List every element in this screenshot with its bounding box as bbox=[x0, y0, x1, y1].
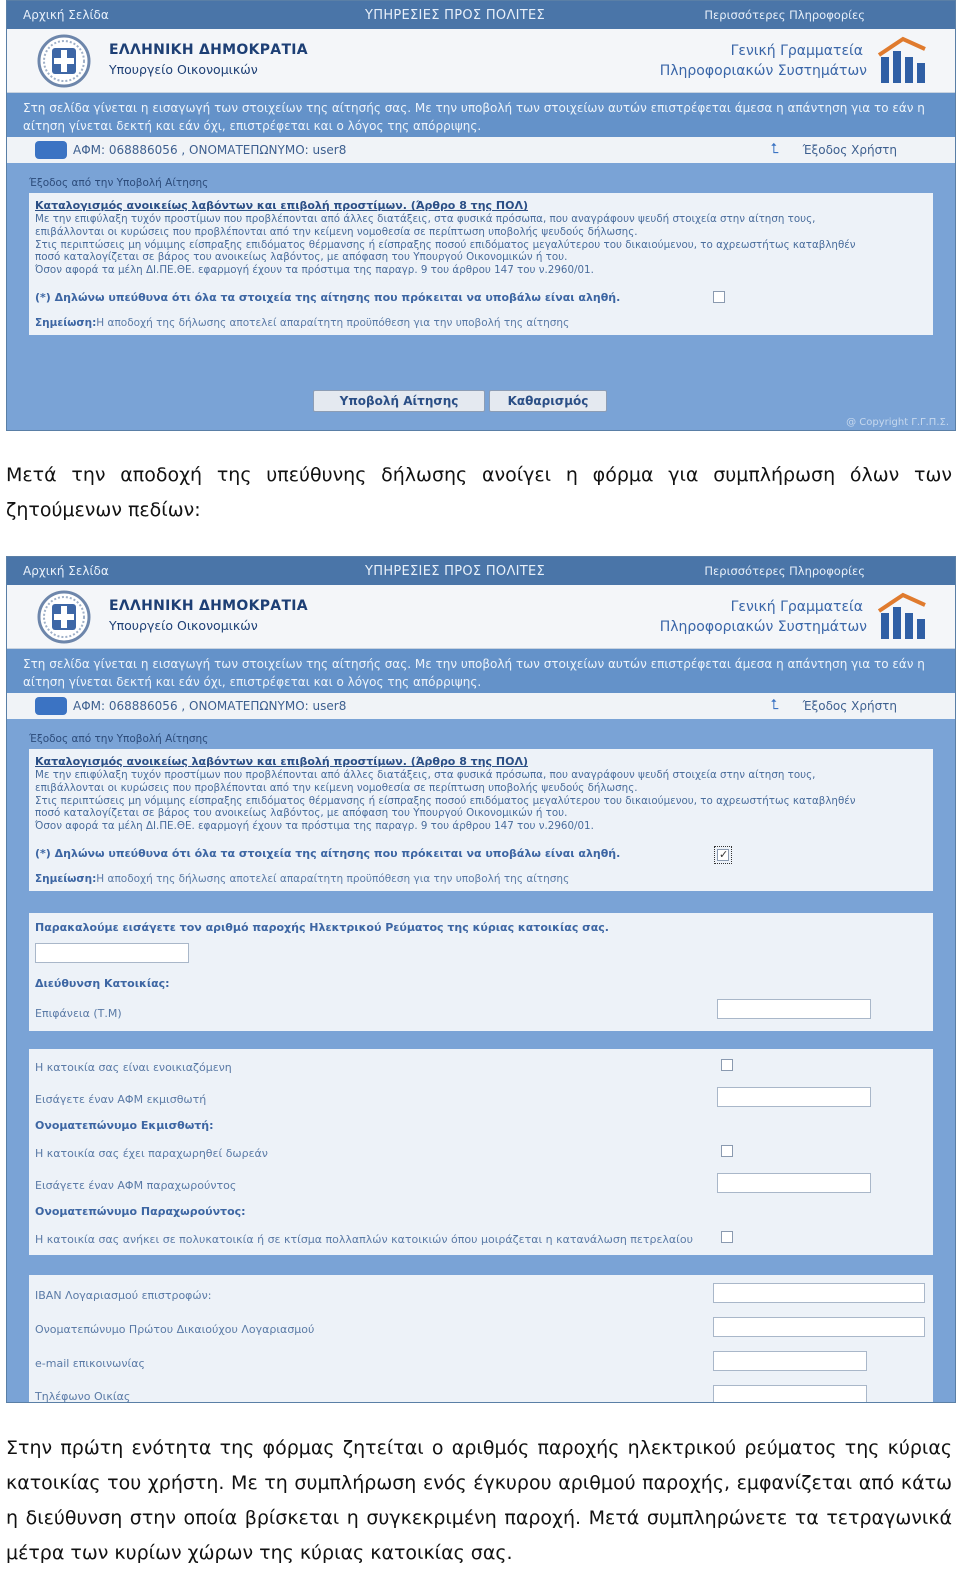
services-title: ΥΠΗΡΕΣΙΕΣ ΠΡΟΣ ΠΟΛΙΤΕΣ bbox=[365, 8, 546, 23]
note-text: Η αποδοχή της δήλωσης αποτελεί απαραίτητη προϋπόθεση για την υποβολή της αίτησης bbox=[96, 873, 570, 885]
exit-application-link[interactable]: Έξοδος από την Υποβολή Αίτησης bbox=[29, 733, 209, 745]
user-bar bbox=[7, 693, 955, 719]
declaration-note bbox=[35, 317, 569, 329]
note-label: Σημείωση: bbox=[35, 873, 97, 885]
logout-link[interactable]: Έξοδος Χρήστη bbox=[802, 143, 897, 157]
declaration-panel bbox=[29, 749, 933, 891]
screenshot-form bbox=[6, 556, 956, 1403]
logout-icon[interactable]: ⮤ bbox=[770, 697, 779, 713]
declaration-panel bbox=[29, 193, 933, 335]
gsis-title-line1: Γενική Γραμματεία bbox=[730, 599, 863, 615]
org-subtitle: Υπουργείο Οικονομικών bbox=[109, 618, 258, 633]
declaration-line: ποσό καταλογίζεται σε βάρος του ανοικείως λαβόντος, με απόφαση του Υπουργού Οικονομικών ή του. bbox=[35, 251, 568, 264]
submit-button[interactable]: Υποβολή Αίτησης bbox=[313, 390, 485, 412]
email-label: e-mail επικοινωνίας bbox=[35, 1357, 145, 1370]
info-bar: Στη σελίδα γίνεται η εισαγωγή των στοιχείων της αίτησής σας. Με την υποβολή των στοιχείων αυτών επιστρέφεται άμεσα η απάντηση για το εάν η αίτηση γίνεται δεκτή και εάν όχι, επιστρέφεται και ο λόγος της απόρριψης. bbox=[7, 93, 955, 137]
org-title: ΕΛΛΗΝΙΚΗ ΔΗΜΟΚΡΑΤΙΑ bbox=[109, 598, 308, 614]
home-link[interactable]: Αρχική Σελίδα bbox=[23, 8, 109, 22]
declare-checkbox[interactable] bbox=[713, 291, 725, 303]
top-navigation bbox=[7, 557, 955, 585]
lessor-afm-label: Εισάγετε έναν ΑΦΜ εκμισθωτή bbox=[35, 1093, 207, 1106]
declaration-title[interactable]: Καταλογισμός ανοικείως λαβόντων και επιβολή προστίμων. (Άρθρο 8 της ΠΟΛ) bbox=[35, 755, 528, 768]
top-navigation bbox=[7, 1, 955, 29]
user-info: ΑΦΜ: 068886056 , ΟΝΟΜΑΤΕΠΩΝΥΜΟ: user8 bbox=[73, 143, 347, 157]
declare-statement: (*) Δηλώνω υπεύθυνα ότι όλα τα στοιχεία της αίτησης που πρόκειται να υποβάλω είναι αληθή. bbox=[35, 291, 621, 304]
more-info-link[interactable]: Περισσότερες Πληροφορίες bbox=[704, 8, 865, 22]
declaration-text bbox=[35, 213, 915, 277]
area-input[interactable] bbox=[717, 999, 871, 1019]
declaration-note bbox=[35, 873, 569, 885]
banner bbox=[7, 585, 955, 649]
gsis-logo-icon bbox=[873, 591, 929, 643]
holder-label: Ονοματεπώνυμο Πρώτου Δικαιούχου Λογαριασμού bbox=[35, 1323, 315, 1336]
exit-application-link[interactable]: Έξοδος από την Υποβολή Αίτησης bbox=[29, 177, 209, 189]
gsis-title-line2: Πληροφοριακών Συστημάτων bbox=[659, 619, 867, 635]
declaration-line: επιβάλλονται οι κυρώσεις που προβλέπονται από την κείμενη νομοθεσία σε περίπτωση υποβολής ψευδούς δήλωσης. bbox=[35, 781, 638, 794]
lessor-afm-input[interactable] bbox=[717, 1087, 871, 1107]
declaration-line: επιβάλλονται οι κυρώσεις που προβλέπονται από την κείμενη νομοθεσία σε περίπτωση υποβολής ψευδούς δήλωσης. bbox=[35, 225, 638, 238]
logout-icon[interactable]: ⮤ bbox=[770, 141, 779, 157]
org-subtitle: Υπουργείο Οικονομικών bbox=[109, 62, 258, 77]
declaration-line: Με την επιφύλαξη τυχόν προστίμων που προβλέπονται από άλλες διατάξεις, στα φυσικά πρόσωπα, που αναγράφουν ψευδή στοιχεία στην αίτηση τους, bbox=[35, 213, 816, 225]
grantor-afm-input[interactable] bbox=[717, 1173, 871, 1193]
screenshot-declaration bbox=[6, 0, 956, 431]
greek-emblem-icon bbox=[35, 590, 93, 644]
lessor-name-label: Ονοματεπώνυμο Εκμισθωτή: bbox=[35, 1119, 214, 1132]
iban-label: IBAN Λογαριασμού επιστροφών: bbox=[35, 1289, 212, 1302]
multi-dwelling-label: Η κατοικία σας ανήκει σε πολυκατοικία ή σε κτίσμα πολλαπλών κατοικιών όπου μοιράζεται η κατανάλωση πετρελαίου bbox=[35, 1233, 694, 1246]
gsis-title-line2: Πληροφοριακών Συστημάτων bbox=[659, 63, 867, 79]
declaration-line: Στις περιπτώσεις μη νόμιμης είσπραξης επιδόματος θέρμανσης ή είσπραξης ποσού επιδόματος μεγαλύτερου του δικαιούμενου, το αχρεωστήτως καταβληθέν bbox=[35, 238, 856, 251]
user-icon bbox=[35, 697, 67, 715]
rented-checkbox[interactable] bbox=[721, 1059, 733, 1071]
declaration-line: Όσον αφορά τα μέλη ΔΙ.ΠΕ.ΘΕ. εφαρμογή έχουν τα πρόστιμα της παραγρ. 9 του άρθρου 147 του ν.2960/01. bbox=[35, 820, 594, 833]
caption-first: Μετά την αποδοχή της υπεύθυνης δήλωσης ανοίγει η φόρμα για συμπλήρωση όλων των ζητούμενων πεδίων: bbox=[6, 464, 952, 521]
copyright: @ Copyright Γ.Γ.Π.Σ. bbox=[846, 417, 949, 428]
free-checkbox[interactable] bbox=[721, 1145, 733, 1157]
org-title: ΕΛΛΗΝΙΚΗ ΔΗΜΟΚΡΑΤΙΑ bbox=[109, 42, 308, 58]
info-bar: Στη σελίδα γίνεται η εισαγωγή των στοιχείων της αίτησής σας. Με την υποβολή των στοιχείων αυτών επιστρέφεται άμεσα η απάντηση για το εάν η αίτηση γίνεται δεκτή και εάν όχι, επιστρέφεται και ο λόγος της απόρριψης. bbox=[7, 649, 955, 693]
declaration-line: ποσό καταλογίζεται σε βάρος του ανοικείως λαβόντος, με απόφαση του Υπουργού Οικονομικών ή του. bbox=[35, 807, 568, 820]
residence-panel bbox=[29, 1049, 933, 1255]
phone-input[interactable] bbox=[713, 1385, 867, 1403]
declaration-title[interactable]: Καταλογισμός ανοικείως λαβόντων και επιβολή προστίμων. (Άρθρο 8 της ΠΟΛ) bbox=[35, 199, 528, 212]
gsis-logo-icon bbox=[873, 35, 929, 87]
grantor-name-label: Ονοματεπώνυμο Παραχωρούντος: bbox=[35, 1205, 246, 1218]
supply-number-input[interactable] bbox=[35, 943, 189, 963]
more-info-link[interactable]: Περισσότερες Πληροφορίες bbox=[704, 564, 865, 578]
user-bar bbox=[7, 137, 955, 163]
email-input[interactable] bbox=[713, 1351, 867, 1371]
phone-label: Τηλέφωνο Οικίας bbox=[35, 1390, 131, 1403]
multi-dwelling-checkbox[interactable] bbox=[721, 1231, 733, 1243]
declaration-line: Στις περιπτώσεις μη νόμιμης είσπραξης επιδόματος θέρμανσης ή είσπραξης ποσού επιδόματος μεγαλύτερου του δικαιούμενου, το αχρεωστήτως καταβληθέν bbox=[35, 794, 856, 807]
holder-input[interactable] bbox=[713, 1317, 925, 1337]
greek-emblem-icon bbox=[35, 34, 93, 88]
contact-panel bbox=[29, 1275, 933, 1403]
content-area bbox=[7, 719, 955, 1402]
declare-checkbox[interactable] bbox=[717, 849, 729, 861]
banner bbox=[7, 29, 955, 93]
content-area bbox=[7, 163, 955, 430]
area-label: Επιφάνεια (Τ.Μ) bbox=[35, 1007, 122, 1020]
declaration-line: Όσον αφορά τα μέλη ΔΙ.ΠΕ.ΘΕ. εφαρμογή έχουν τα πρόστιμα της παραγρ. 9 του άρθρου 147 του ν.2960/01. bbox=[35, 264, 594, 277]
note-text: Η αποδοχή της δήλωσης αποτελεί απαραίτητη προϋπόθεση για την υποβολή της αίτησης bbox=[96, 317, 570, 329]
caption-second: Στην πρώτη ενότητα της φόρμας ζητείται ο αριθμός παροχής ηλεκτρικού ρεύματος της κύριας κατοικίας του χρήστη. Με τη συμπλήρωση ενός έγκυρου αριθμού παροχής, εμφανίζεται από κάτω η διεύθυνση στην οποία βρίσκεται η συγκεκριμένη παροχή. Μετά συμπληρώνετε τα τετραγωνικά μέτρα των κυρίων χώρων της κύριας κατοικίας σας. bbox=[6, 1437, 952, 1564]
services-title: ΥΠΗΡΕΣΙΕΣ ΠΡΟΣ ΠΟΛΙΤΕΣ bbox=[365, 564, 546, 579]
rented-label: Η κατοικία σας είναι ενοικιαζόμενη bbox=[35, 1061, 232, 1074]
free-label: Η κατοικία σας έχει παραχωρηθεί δωρεάν bbox=[35, 1147, 268, 1160]
supply-prompt: Παρακαλούμε εισάγετε τον αριθμό παροχής Ηλεκτρικού Ρεύματος της κύριας κατοικίας σας. bbox=[35, 921, 609, 934]
grantor-afm-label: Εισάγετε έναν ΑΦΜ παραχωρούντος bbox=[35, 1179, 237, 1192]
logout-link[interactable]: Έξοδος Χρήστη bbox=[802, 699, 897, 713]
address-label: Διεύθυνση Κατοικίας: bbox=[35, 977, 170, 990]
gsis-title-line1: Γενική Γραμματεία bbox=[730, 43, 863, 59]
home-link[interactable]: Αρχική Σελίδα bbox=[23, 564, 109, 578]
declaration-line: Με την επιφύλαξη τυχόν προστίμων που προβλέπονται από άλλες διατάξεις, στα φυσικά πρόσωπα, που αναγράφουν ψευδή στοιχεία στην αίτηση τους, bbox=[35, 769, 816, 781]
user-info: ΑΦΜ: 068886056 , ΟΝΟΜΑΤΕΠΩΝΥΜΟ: user8 bbox=[73, 699, 347, 713]
declaration-text bbox=[35, 769, 915, 833]
clear-button[interactable]: Καθαρισμός bbox=[489, 390, 607, 412]
declare-statement: (*) Δηλώνω υπεύθυνα ότι όλα τα στοιχεία της αίτησης που πρόκειται να υποβάλω είναι αληθή. bbox=[35, 847, 621, 860]
iban-input[interactable] bbox=[713, 1283, 925, 1303]
user-icon bbox=[35, 141, 67, 159]
note-label: Σημείωση: bbox=[35, 317, 97, 329]
supply-panel bbox=[29, 913, 933, 1031]
